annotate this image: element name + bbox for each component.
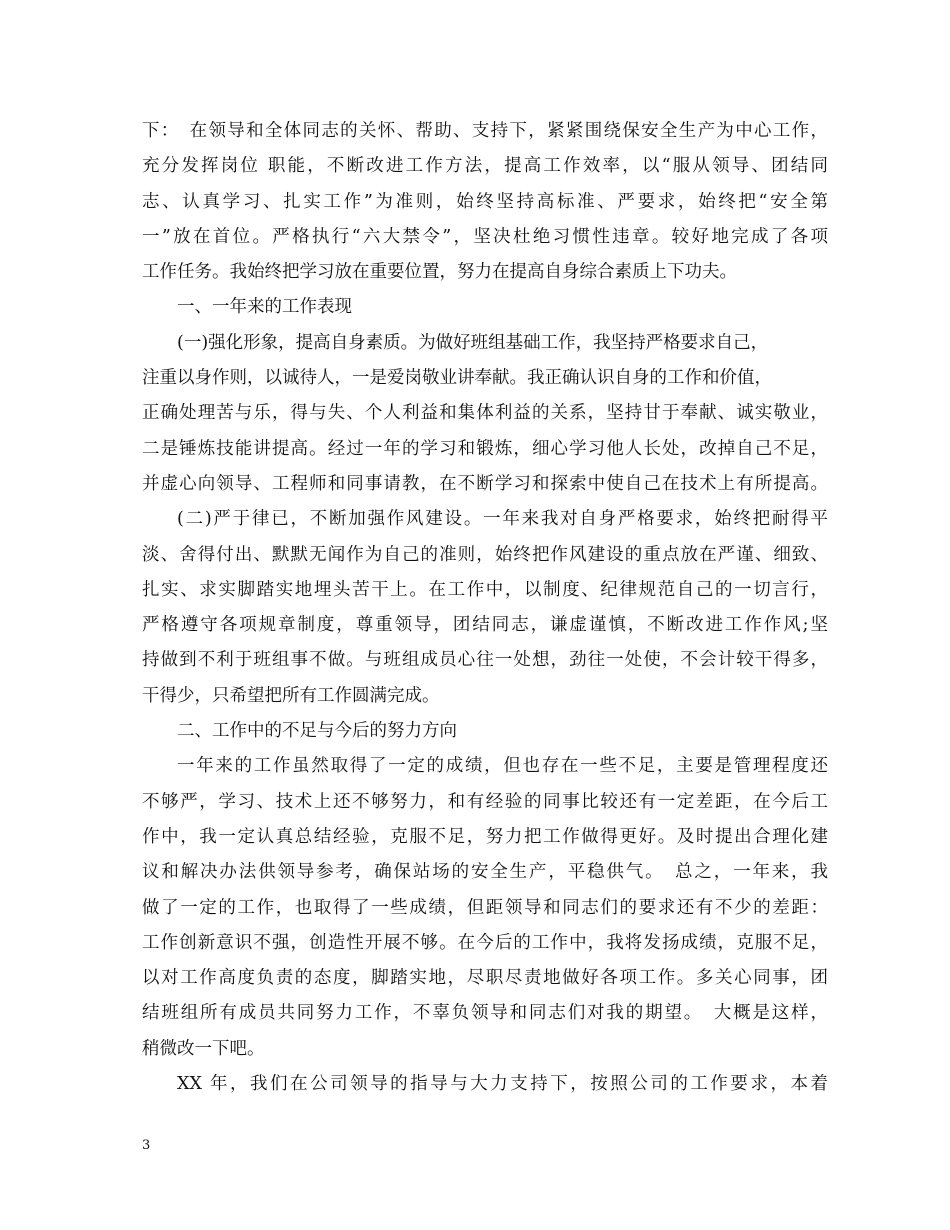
text-line: 议和解决办法供领导参考，确保站场的安全生产，平稳供气。 总之，一年来，我	[142, 862, 828, 883]
text-line: 一”放在首位。严格执行“六大禁令”，坚决杜绝习惯性违章。较好地完成了各项	[142, 226, 828, 247]
text-line: 作中，我一定认真总结经验，克服不足，努力把工作做得更好。及时提出合理化建	[142, 826, 828, 847]
text-line: 稍微改一下吧。	[142, 1038, 265, 1059]
text-line: 以对工作高度负责的态度，脚踏实地，尽职尽责地做好各项工作。多关心同事，团	[142, 968, 828, 989]
text-line: 持做到不利于班组事不做。与班组成员心往一处想，劲往一处使，不会计较干得多，	[142, 650, 828, 671]
text-line: 淡、舍得付出、默默无闻作为自己的准则，始终把作风建设的重点放在严谨、细致、	[142, 544, 828, 565]
text-line: 工作创新意识不强，创造性开展不够。在今后的工作中，我将发扬成绩，克服不足，	[142, 932, 828, 953]
text-line: 一、一年来的工作表现	[177, 297, 352, 318]
text-line: 不够严，学习、技术上还不够努力，和有经验的同事比较还有一定差距，在今后工	[142, 791, 828, 812]
text-line: 志、认真学习、扎实工作”为准则，始终坚持高标准、严要求，始终把“安全第	[142, 191, 828, 212]
text-line: 二、工作中的不足与今后的努力方向	[177, 721, 457, 742]
text-line: 注重以身作则，以诚待人，一是爱岗敬业讲奉献。我正确认识自身的工作和价值，	[142, 368, 772, 389]
text-line: 充分发挥岗位 职能，不断改进工作方法，提高工作效率，以“服从领导、团结同	[142, 156, 828, 177]
text-line: 二是锤炼技能讲提高。经过一年的学习和锻炼，细心学习他人长处，改掉自己不足，	[142, 438, 828, 459]
text-line: XX 年，我们在公司领导的指导与大力支持下，按照公司的工作要求，本着	[177, 1074, 828, 1095]
text-line: 下： 在领导和全体同志的关怀、帮助、支持下，紧紧围绕保安全生产为中心工作，	[142, 121, 828, 141]
text-line: 严格遵守各项规章制度，尊重领导，团结同志，谦虚谨慎，不断改进工作作风;坚	[142, 615, 828, 636]
text-line: 工作任务。我始终把学习放在重要位置，努力在提高自身综合素质上下功夫。	[142, 262, 737, 283]
text-line: 正确处理苦与乐，得与失、个人利益和集体利益的关系，坚持甘于奉献、诚实敬业，	[142, 403, 828, 424]
page-number: 3	[142, 1138, 151, 1153]
text-line: 干得少，只希望把所有工作圆满完成。	[142, 685, 440, 706]
text-line: 做了一定的工作，也取得了一些成绩，但距领导和同志们的要求还有不少的差距：	[142, 897, 828, 918]
text-line: (二)严于律已，不断加强作风建设。一年来我对自身严格要求，始终把耐得平	[177, 509, 828, 530]
text-line: (一)强化形象，提高自身素质。为做好班组基础工作，我坚持严格要求自己，	[177, 332, 769, 353]
text-line: 结班组所有成员共同努力工作，不辜负领导和同志们对我的期望。 大概是这样，	[142, 1003, 828, 1024]
document-body	[142, 114, 828, 1102]
text-line: 并虚心向领导、工程师和同事请教，在不断学习和探索中使自己在技术上有所提高。	[142, 473, 828, 494]
text-line: 扎实、求实脚踏实地埋头苦干上。在工作中，以制度、纪律规范自己的一切言行，	[142, 579, 828, 600]
text-line: 一年来的工作虽然取得了一定的成绩，但也存在一些不足，主要是管理程度还	[177, 756, 828, 777]
